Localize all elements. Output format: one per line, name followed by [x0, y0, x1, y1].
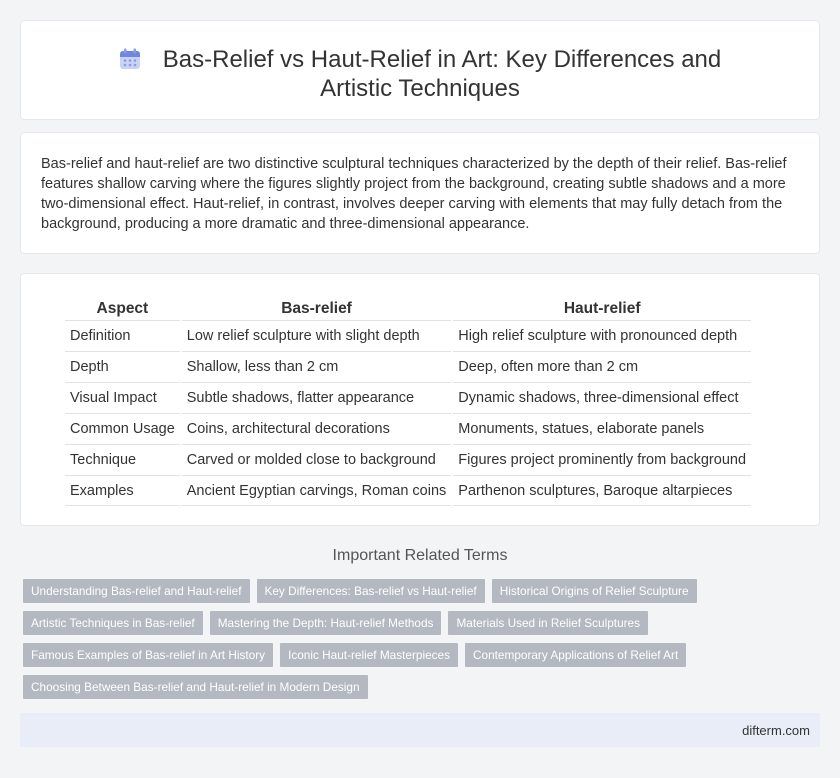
table-header-row	[65, 294, 751, 320]
table-row	[65, 444, 751, 475]
table-cell: Parthenon sculptures, Baroque altarpieces	[453, 475, 751, 506]
page-title: Bas-Relief vs Haut-Relief in Art: Key Differences and Artistic Techniques	[162, 46, 722, 102]
related-terms-list	[23, 579, 723, 707]
table-row	[65, 382, 751, 413]
related-term-tag[interactable]: Key Differences: Bas-relief vs Haut-relief	[257, 579, 485, 603]
table-cell: Carved or molded close to background	[182, 444, 452, 475]
page-title-wrap	[81, 45, 759, 103]
table-row	[65, 475, 751, 506]
related-term-tag[interactable]: Understanding Bas-relief and Haut-relief	[23, 579, 250, 603]
related-term-tag[interactable]: Mastering the Depth: Haut-relief Methods	[210, 611, 442, 635]
table-cell: Visual Impact	[65, 382, 180, 413]
intro-card	[20, 132, 820, 254]
table-cell: Figures project prominently from background	[453, 444, 751, 475]
table-row	[65, 351, 751, 382]
related-term-tag[interactable]: Famous Examples of Bas-relief in Art History	[23, 643, 273, 667]
column-header: Aspect	[96, 299, 149, 317]
site-credit[interactable]: difterm.com	[742, 723, 810, 738]
table-cell: Technique	[65, 444, 180, 475]
column-header: Haut-relief	[563, 299, 641, 317]
table-cell: High relief sculpture with pronounced depth	[453, 320, 751, 351]
comparison-card	[20, 273, 820, 526]
table-row	[65, 413, 751, 444]
header-card	[20, 20, 820, 120]
related-term-tag[interactable]: Historical Origins of Relief Sculpture	[492, 579, 697, 603]
table-cell: Coins, architectural decorations	[182, 413, 452, 444]
related-terms-title: Important Related Terms	[332, 547, 508, 564]
table-cell: Dynamic shadows, three-dimensional effect	[453, 382, 751, 413]
table-cell: Examples	[65, 475, 180, 506]
table-cell: Shallow, less than 2 cm	[182, 351, 452, 382]
related-term-tag[interactable]: Materials Used in Relief Sculptures	[448, 611, 648, 635]
intro-paragraph: Bas-relief and haut-relief are two distinctive sculptural techniques characterized by the depth of their relief. Bas-relief features shallow carving where the figures slightly project from the background, creating subtle shadows and a more two-dimensional effect. Haut-relief, in contrast, involves deeper carving with elements that may fully detach from the background, producing a more dramatic and three-dimensional appearance.	[41, 156, 787, 232]
related-term-tag[interactable]: Artistic Techniques in Bas-relief	[23, 611, 203, 635]
related-term-tag[interactable]: Choosing Between Bas-relief and Haut-relief in Modern Design	[23, 675, 368, 699]
table-cell: Definition	[65, 320, 180, 351]
table-cell: Monuments, statues, elaborate panels	[453, 413, 751, 444]
table-row	[65, 320, 751, 351]
table-cell: Ancient Egyptian carvings, Roman coins	[182, 475, 452, 506]
column-header: Bas-relief	[281, 299, 352, 317]
table-cell: Depth	[65, 351, 180, 382]
table-cell: Subtle shadows, flatter appearance	[182, 382, 452, 413]
table-cell: Low relief sculpture with slight depth	[182, 320, 452, 351]
related-term-tag[interactable]: Contemporary Applications of Relief Art	[465, 643, 686, 667]
comparison-table	[63, 294, 753, 506]
table-cell: Common Usage	[65, 413, 180, 444]
table-cell: Deep, often more than 2 cm	[453, 351, 751, 382]
related-term-tag[interactable]: Iconic Haut-relief Masterpieces	[280, 643, 458, 667]
calendar-icon	[119, 48, 141, 70]
footer	[20, 713, 820, 747]
